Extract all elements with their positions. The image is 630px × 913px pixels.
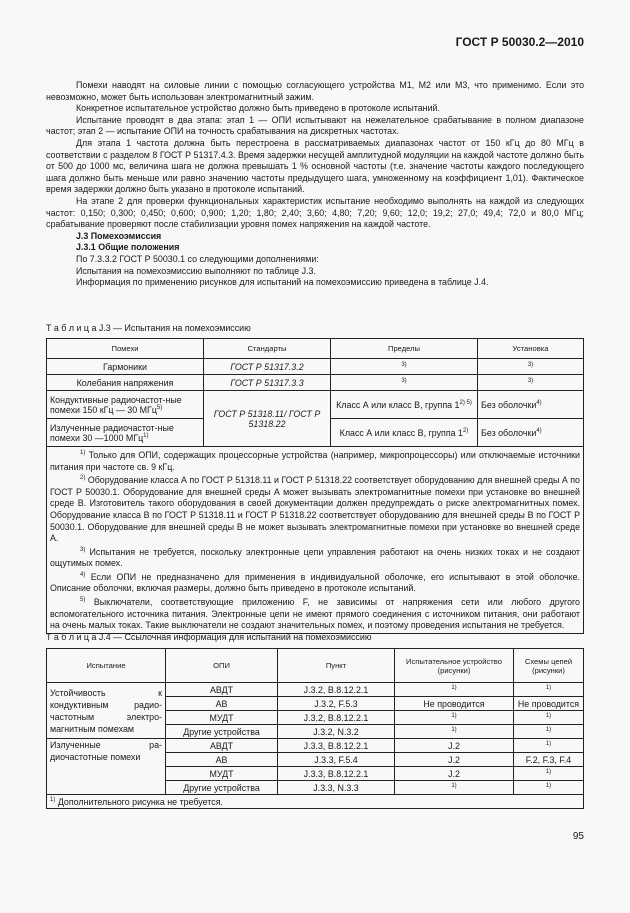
note-text: Только для ОПИ, содержащих процессорные устройства (например, микропроцессоры) или отключаемые источники питания при частоте св. 9 кГц.: [50, 449, 580, 472]
table-cell: МУДТ: [166, 767, 278, 781]
table-cell: АВ: [166, 697, 278, 711]
footnote-mark: 5): [80, 597, 86, 603]
footnote-mark: 2): [462, 427, 469, 434]
table-notes-row: [47, 795, 584, 809]
paragraph: Испытания на помехоэмиссию выполняют по таблице J.3.: [76, 265, 316, 276]
cell-text: Класс А или класс В, группа 1: [339, 427, 463, 438]
table-j3: [46, 338, 584, 634]
footnote-mark: 1): [143, 432, 149, 439]
table-note: [50, 448, 580, 473]
table-cell: J.3.3, N.3.3: [278, 781, 395, 795]
footnote-mark: 1): [50, 796, 56, 803]
body-text: [46, 80, 584, 289]
table-cell: [514, 683, 584, 697]
table-cell: Устойчивость к кондуктивным радио-частотным электро-магнитным помехам: [47, 683, 166, 739]
table-cell: [331, 391, 478, 419]
table-note: [50, 595, 580, 632]
paragraph: Информация по применению рисунков для испытаний на помехоэмиссию приведена в таблице J.4.: [76, 277, 489, 288]
footnote-mark: 2) 5): [459, 399, 472, 406]
footnote-mark: 1): [451, 782, 457, 789]
paragraph: Для этапа 1 частота должна быть перестроена в рассматриваемых диапазонах частот от 150 кГц до 80 МГц в соответствии с разделом 8 ГОСТ Р 51317.4.3. Время задержки несущей амплитудной модуляции на каждой частоте должно быть от 500 до 1000 мс, величина шага не должна превышать 1 % основной частоты (т.е. значение частоты каждого последующего шага должно быть меньше или равно значению частоты предыдущего шага, умноженному на коэффициент 1,01). Фактическое время задержки должно быть указано в протоколе испытаний.: [46, 137, 584, 195]
table-cell: J.2: [395, 767, 514, 781]
table-j4: [46, 648, 584, 809]
table-header-row: [47, 649, 584, 683]
table-cell: Другие устройства: [166, 725, 278, 739]
footnote-mark: 2): [80, 475, 86, 482]
page-number: 95: [572, 831, 584, 842]
table-cell: [478, 391, 584, 419]
table-cell: J.2: [395, 739, 514, 753]
footnote-mark: 1): [80, 450, 86, 456]
table-cell: [478, 359, 584, 375]
table-header: Пункт: [278, 649, 395, 683]
table-cell: МУДТ: [166, 711, 278, 725]
footnote-mark: 3): [80, 546, 86, 553]
cell-text: Без оболочки: [481, 399, 537, 410]
footnote-mark: 1): [451, 684, 457, 691]
table-note: [50, 473, 580, 545]
table-cell: Колебания напряжения: [47, 375, 204, 391]
footnote-mark: 1): [545, 768, 552, 775]
table-cell: [514, 781, 584, 795]
footnote-mark: 1): [451, 726, 457, 733]
table-header: Установка: [478, 339, 584, 359]
table-cell: [514, 711, 584, 725]
footnote-mark: 1): [545, 684, 552, 691]
table-row: [47, 359, 584, 375]
note-text: Выключатели, соответствующие приложению F, не зависимы от напряжения сети или любого другого вспомогательного источника питания. Электронные цепи не имеют прямого соединения с источником питания, они работают на очень малых токах. Такие выключатели не создают значительных помех, и поэтому проведения испытания не требуется.: [50, 596, 580, 631]
table-cell: Другие устройства: [166, 781, 278, 795]
table-header: Пределы: [331, 339, 478, 359]
footnote-mark: 3): [527, 361, 534, 368]
document-header: ГОСТ Р 50030.2—2010: [455, 35, 584, 49]
table-header: Схемы цепей (рисунки): [514, 649, 584, 683]
table-cell: АВДТ: [166, 739, 278, 753]
paragraph: Испытание проводят в два этапа: этап 1 — ОПИ испытывают на нежелательное срабатывание в полном диапазоне частот; этап 2 — испытание ОПИ на точность срабатывания на дискретных частотах.: [46, 114, 584, 137]
table-header: Помехи: [47, 339, 204, 359]
table-row: [47, 739, 584, 753]
footnote-mark: 4): [536, 427, 542, 434]
table-cell: Не проводится: [395, 697, 514, 711]
table-cell: J.2: [395, 753, 514, 767]
table-cell: [514, 725, 584, 739]
footnote-mark: 3): [401, 377, 407, 384]
table-cell: АВДТ: [166, 683, 278, 697]
table-cell: [47, 391, 204, 419]
note-text: Если ОПИ не предназначено для применения в индивидуальной оболочке, его испытывают в этой оболочке. Описание оболочки, включая размеры, должно быть приведено в протоколе испытаний.: [50, 571, 580, 594]
table-cell: J.3.2, B.8.12.2.1: [278, 683, 395, 697]
table-row: [47, 391, 584, 419]
cell-text: Кондуктивные радиочастот-ные помехи 150 кГц — 30 МГц: [50, 394, 182, 415]
table-cell: J.3.3, B.8.12.2.1: [278, 767, 395, 781]
table-row: [47, 683, 584, 697]
footnote-mark: 1): [545, 740, 552, 747]
table-cell: [478, 375, 584, 391]
table-cell: [331, 419, 478, 447]
cell-text: Класс А или класс В, группа 1: [336, 399, 460, 410]
table-row: [47, 375, 584, 391]
table-cell: ГОСТ Р 51318.11/ ГОСТ Р 51318.22: [204, 391, 331, 447]
footnote-mark: 1): [545, 712, 552, 719]
table-notes-row: [47, 447, 584, 634]
paragraph: Конкретное испытательное устройство должно быть приведено в протоколе испытаний.: [76, 103, 440, 114]
footnote-mark: 3): [527, 377, 534, 384]
table-cell: [395, 781, 514, 795]
table-cell: [478, 419, 584, 447]
footnote-mark: 5): [156, 404, 163, 411]
table-j4-caption: Т а б л и ц а J.4 — Ссылочная информация для испытаний на помехоэмиссию: [46, 632, 372, 642]
table-cell: [514, 739, 584, 753]
paragraph: На этапе 2 для проверки функциональных характеристик испытание необходимо выполнять на каждой из следующих частот: 0,150; 0,300; 0,450; 0,600; 0,900; 1,20; 1,80; 2,40; 3,60; 4,80; 7,20; 9,60; 12,0; 19,2; 27,0; 49,4; 72,0 и 80,0 МГц; срабатывание проверяют после стабилизации уровня помех напряжения на каждой частоте.: [46, 195, 584, 230]
table-j3-caption: Т а б л и ц а J.3 — Испытания на помехоэмиссию: [46, 323, 251, 333]
table-header-row: [47, 339, 584, 359]
paragraph: Помехи наводят на силовые линии с помощью согласующего устройства М1, М2 или М3, что применимо. Если это невозможно, может быть использован электромагнитный зажим.: [46, 80, 584, 102]
table-cell: [395, 725, 514, 739]
note-text: Оборудование класса А по ГОСТ Р 51318.11 и ГОСТ Р 51318.22 соответствует оборудованию для внешней среды А по ГОСТ Р 50030.1. Оборудование для внешней среды А может вызывать электромагнитные помехи при установке во внешней среде В. Изготовитель такого оборудования в своей документации должен предупреждать о риске электромагнитных помех. Оборудование класса В по ГОСТ Р 51318.11 и ГОСТ Р 51318.22 соответствует оборудованию для внешней среды В по ГОСТ Р 50030.1. Оборудование для внешней среды В не может вызывать электромагнитные помехи при установке во внешней среде А.: [50, 475, 580, 544]
table-cell: [331, 359, 478, 375]
table-header: Испытательное устройство (рисунки): [395, 649, 514, 683]
table-cell: [395, 683, 514, 697]
table-cell: J.3.2, F.5.3: [278, 697, 395, 711]
table-cell: J.3.3, B.8.12.2.1: [278, 739, 395, 753]
table-header: Испытание: [47, 649, 166, 683]
table-note: [50, 545, 580, 570]
table-cell: [395, 711, 514, 725]
table-cell: F.2, F.3, F.4: [514, 753, 584, 767]
table-cell: J.3.2, B.8.12.2.1: [278, 711, 395, 725]
table-note: [47, 795, 584, 809]
cell-text: Излученные радиочастот-ные помехи 30 —1000 МГц: [50, 422, 174, 443]
note-text: Испытания не требуется, поскольку электронные цепи управления работают на очень низких токах и не создают ощутимых помех.: [50, 546, 581, 569]
cell-text: Без оболочки: [481, 427, 537, 438]
table-cell: J.3.2, N.3.2: [278, 725, 395, 739]
footnote-mark: 1): [451, 712, 457, 719]
footnote-mark: 4): [536, 399, 542, 406]
section-heading: J.3 Помехоэмиссия: [76, 230, 162, 241]
table-cell: [514, 767, 584, 781]
table-note: [50, 570, 580, 595]
subsection-heading: J.3.1 Общие положения: [76, 242, 180, 253]
footnote-mark: 4): [80, 571, 86, 578]
table-cell: Гармоники: [47, 359, 204, 375]
table-cell: [331, 375, 478, 391]
paragraph: По 7.3.3.2 ГОСТ Р 50030.1 со следующими дополнениями:: [76, 253, 319, 264]
footnote-mark: 3): [401, 361, 407, 368]
table-cell: Не проводится: [514, 697, 584, 711]
table-notes: [47, 447, 584, 634]
footnote-mark: 1): [545, 726, 552, 733]
table-cell: ГОСТ Р 51317.3.3: [204, 375, 331, 391]
table-header: Стандарты: [204, 339, 331, 359]
table-cell: ГОСТ Р 51317.3.2: [204, 359, 331, 375]
table-cell: J.3.3, F.5.4: [278, 753, 395, 767]
footnote-mark: 1): [545, 782, 552, 789]
table-header: ОПИ: [166, 649, 278, 683]
table-cell: Излученные ра-диочастотные помехи: [47, 739, 166, 795]
table-cell: [47, 419, 204, 447]
note-text: Дополнительного рисунка не требуется.: [57, 796, 223, 807]
table-cell: АВ: [166, 753, 278, 767]
